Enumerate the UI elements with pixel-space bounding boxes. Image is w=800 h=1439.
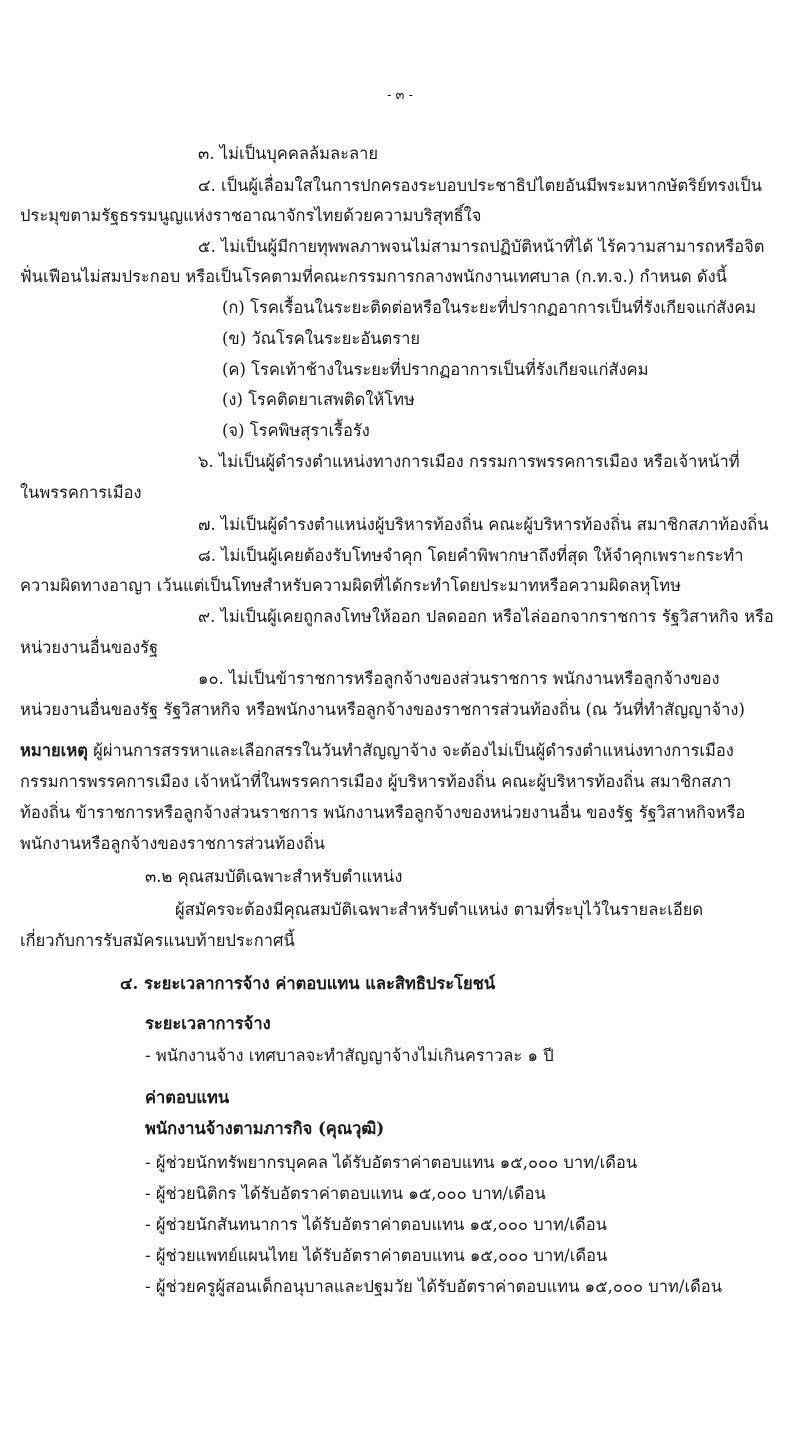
qualification-6-line2: ในพรรคการเมือง [20,483,142,502]
compensation-item: - ผู้ช่วยแพทย์แผนไทย ได้รับอัตราค่าตอบแทน ๑๕,๐๐๐ บาท/เดือน [145,1246,608,1265]
disease-item: (ข) วัณโรคในระยะอันตราย [222,329,421,348]
disease-item: (ก) โรคเรื้อนในระยะติดต่อหรือในระยะที่ปรากฏอาการเป็นที่รังเกียจแก่สังคม [222,298,757,317]
compensation-item: - ผู้ช่วยนิติกร ได้รับอัตราค่าตอบแทน ๑๕,๐๐๐ บาท/เดือน [145,1184,546,1203]
remark-line1 [20,740,734,762]
qualification-4-line2: ประมุขตามรัฐธรรมนูญแห่งราชอาณาจักรไทยด้วยความบริสุทธิ์ใจ [20,206,482,225]
page-number: - ๓ - [387,88,413,103]
compensation-item: - ผู้ช่วยนักสันทนาการ ได้รับอัตราค่าตอบแทน ๑๕,๐๐๐ บาท/เดือน [145,1215,607,1234]
qualification-9-line2: หน่วยงานอื่นของรัฐ [20,638,159,657]
remark-label: หมายเหตุ [20,741,88,760]
qualification-8-line1: ๘. ไม่เป็นผู้เคยต้องรับโทษจำคุก โดยคำพิพากษาถึงที่สุด ให้จำคุกเพราะกระทำ [198,546,744,565]
disease-item: (ง) โรคติดยาเสพติดให้โทษ [222,390,415,409]
qualification-10-line1: ๑๐. ไม่เป็นข้าราชการหรือลูกจ้างของส่วนราชการ พนักงานหรือลูกจ้างของ [198,669,720,688]
qualification-5-line2: ฟั่นเฟือนไม่สมประกอบ หรือเป็นโรคตามที่คณะกรรมการกลางพนักงานเทศบาล (ก.ท.จ.) กำหนด ดังนี้ [20,267,727,286]
remark-line4: พนักงานหรือลูกจ้างของราชการส่วนท้องถิ่น [20,834,325,853]
section4-heading: ๔. ระยะเวลาการจ้าง ค่าตอบแทน และสิทธิประโยชน์ [120,974,496,993]
qualification-4-line1: ๔. เป็นผู้เลื่อมใสในการปกครองระบอบประชาธิปไตยอันมีพระมหากษัตริย์ทรงเป็น [198,176,762,195]
qualification-3: ๓. ไม่เป็นบุคคลล้มละลาย [198,144,379,163]
qualification-7: ๗. ไม่เป็นผู้ดำรงตำแหน่งผู้บริหารท้องถิ่น คณะผู้บริหารท้องถิ่น สมาชิกสภาท้องถิ่น [198,515,769,534]
compensation-heading: ค่าตอบแทน [145,1088,230,1107]
qualification-8-line2: ความผิดทางอาญา เว้นแต่เป็นโทษสำหรับความผิดที่ได้กระทำโดยประมาทหรือความผิดลหุโทษ [20,576,681,595]
compensation-item: - ผู้ช่วยนักทรัพยากรบุคคล ได้รับอัตราค่าตอบแทน ๑๕,๐๐๐ บาท/เดือน [145,1153,638,1172]
remark-text: ผู้ผ่านการสรรหาและเลือกสรรในวันทำสัญญาจ้าง จะต้องไม่เป็นผู้ดำรงตำแหน่งทางการเมือง [87,741,734,760]
specific-qualification-heading: ๓.๒ คุณสมบัติเฉพาะสำหรับตำแหน่ง [145,867,403,886]
qualification-5-line1: ๕. ไม่เป็นผู้มีกายทุพพลภาพจนไม่สามารถปฏิบัติหน้าที่ได้ ไร้ความสามารถหรือจิต [198,237,765,256]
disease-item: (ค) โรคเท้าช้างในระยะที่ปรากฏอาการเป็นที่รังเกียจแก่สังคม [222,360,649,379]
qualification-10-line2: หน่วยงานอื่นของรัฐ รัฐวิสาหกิจ หรือพนักงานหรือลูกจ้างของราชการส่วนท้องถิ่น (ณ วันที่ทำสัญญาจ้าง) [20,700,745,719]
specific-qualification-line1: ผู้สมัครจะต้องมีคุณสมบัติเฉพาะสำหรับตำแหน่ง ตามที่ระบุไว้ในรายละเอียด [175,900,704,919]
compensation-item: - ผู้ช่วยครูผู้สอนเด็กอนุบาลและปฐมวัย ได้รับอัตราค่าตอบแทน ๑๕,๐๐๐ บาท/เดือน [145,1277,722,1296]
specific-qualification-line2: เกี่ยวกับการรับสมัครแนบท้ายประกาศนี้ [20,931,295,950]
compensation-subheading: พนักงานจ้างตามภารกิจ (คุณวุฒิ) [145,1119,385,1138]
qualification-9-line1: ๙. ไม่เป็นผู้เคยถูกลงโทษให้ออก ปลดออก หรือไล่ออกจากราชการ รัฐวิสาหกิจ หรือ [198,607,774,626]
employment-period-text: - พนักงานจ้าง เทศบาลจะทำสัญญาจ้างไม่เกินคราวละ ๑ ปี [145,1046,554,1065]
remark-line3: ท้องถิ่น ข้าราชการหรือลูกจ้างส่วนราชการ พนักงานหรือลูกจ้างของหน่วยงานอื่น ของรัฐ รัฐวิสาหกิจหรือ [20,803,746,822]
remark-line2: กรรมการพรรคการเมือง เจ้าหน้าที่ในพรรคการเมือง ผู้บริหารท้องถิ่น คณะผู้บริหารท้องถิ่น สมาชิกสภา [20,772,732,791]
employment-period-heading: ระยะเวลาการจ้าง [145,1014,271,1033]
qualification-6-line1: ๖. ไม่เป็นผู้ดำรงตำแหน่งทางการเมือง กรรมการพรรคการเมือง หรือเจ้าหน้าที่ [198,452,740,471]
disease-item: (จ) โรคพิษสุราเรื้อรัง [222,421,370,440]
